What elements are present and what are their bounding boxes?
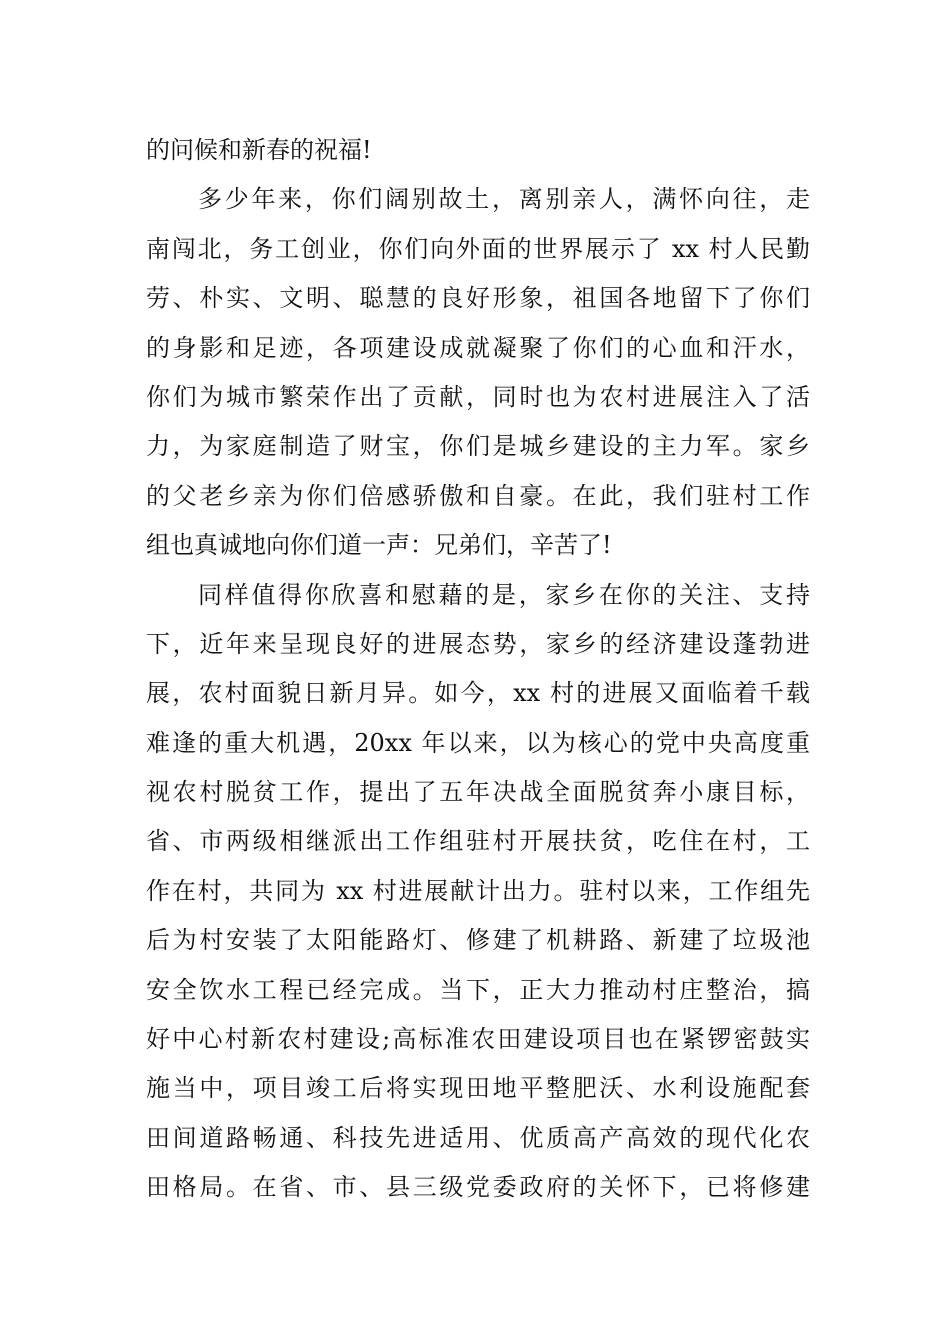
- text-line: 难逢的重大机遇，20xx 年以来，以为核心的党中央高度重: [146, 728, 810, 757]
- text-line: 的身影和足迹，各项建设成就凝聚了你们的心血和汗水，: [146, 333, 810, 362]
- text-line: 安全饮水工程已经完成。当下，正大力推动村庄整治，搞: [146, 975, 810, 1004]
- text-line: 劳、朴实、文明、聪慧的良好形象，祖国各地留下了你们: [146, 284, 810, 313]
- text-line: 后为村安装了太阳能路灯、修建了机耕路、新建了垃圾池: [146, 926, 810, 955]
- text-line: 好中心村新农村建设;高标准农田建设项目也在紧锣密鼓实: [146, 1025, 810, 1054]
- text-line: 同样值得你欣喜和慰藉的是，家乡在你的关注、支持: [198, 580, 810, 609]
- text-line: 省、市两级相继派出工作组驻村开展扶贫，吃住在村，工: [146, 827, 810, 856]
- text-line: 施当中，项目竣工后将实现田地平整肥沃、水利设施配套: [146, 1074, 810, 1103]
- text-line: 下，近年来呈现良好的进展态势，家乡的经济建设蓬勃进: [146, 629, 810, 658]
- text-line: 田间道路畅通、科技先进适用、优质高产高效的现代化农: [146, 1123, 810, 1152]
- text-line: 多少年来，你们阔别故土，离别亲人，满怀向往，走: [198, 185, 810, 214]
- text-line: 力，为家庭制造了财宝，你们是城乡建设的主力军。家乡: [146, 432, 810, 461]
- text-line: 的父老乡亲为你们倍感骄傲和自豪。在此，我们驻村工作: [146, 481, 810, 510]
- text-line: 田格局。在省、市、县三级党委政府的关怀下，已将修建: [146, 1173, 810, 1202]
- text-line: 南闯北，务工创业，你们向外面的世界展示了 xx 村人民勤: [146, 234, 810, 263]
- text-line: 作在村，共同为 xx 村进展献计出力。驻村以来，工作组先: [146, 876, 810, 905]
- text-line: 展，农村面貌日新月异。如今，xx 村的进展又面临着千载: [146, 679, 810, 708]
- body-text: [146, 126, 810, 1213]
- text-line: 你们为城市繁荣作出了贡献，同时也为农村进展注入了活: [146, 382, 810, 411]
- text-line: 的问候和新春的祝福!: [146, 136, 372, 164]
- text-line: 视农村脱贫工作，提出了五年决战全面脱贫奔小康目标，: [146, 778, 810, 807]
- text-line: 组也真诚地向你们道一声：兄弟们，辛苦了!: [146, 531, 612, 560]
